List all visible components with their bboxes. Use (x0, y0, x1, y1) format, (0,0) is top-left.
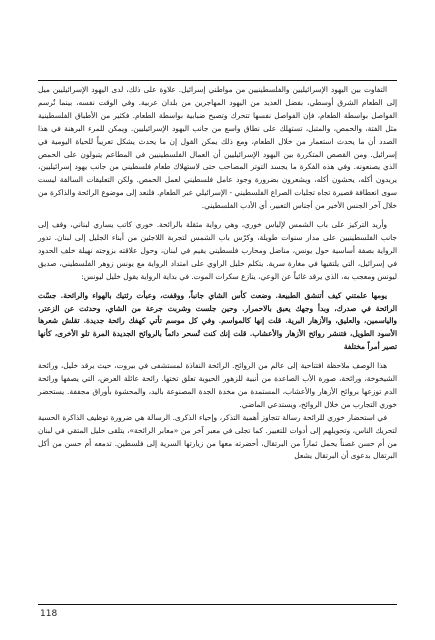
paragraph-gate-of-sun: وأريد التركيز على باب الشمس لإلياس خوري، وهي رواية مثقلة بالرائحة. خوري كاتب يساري لبناني، وقف إلى جانب الفلسطينيين على مدار سنوات طويلة، وكرّس باب الشمس لتجربة اللاجئين من أبناء الجليل إلى لبنان. تدور الرواية بصفة أساسية حول يونس، مناضل ومحارب فلسطيني يقيم في لبنان، وحول علاقته بزوجته نهيلة خلف الحدود في إسرائيل، التي يلتقيها في مغارة سرية. يتكلم خليل الراوي على امتداد الرواية مع يونس زوهر الفلسطيني، صديق ليونس ومعجب به، الذي يرقد غائباً عن الوعي، ينازع سكرات الموت. في بداية الرواية يقول خليل ليونس: (38, 220, 397, 281)
page-number: 118 (40, 609, 58, 619)
bottom-rule (38, 604, 397, 605)
paragraph-smells: هذا الوصف ملاحظة افتتاحية إلى عالم من الروائح. الرائحة النفاذة لمستشفى في بيروت، حيث يرقد خليل، ورائحة الشيخوخة، ورائحة، صورة الأب الصاعدة من أنبية للزهور الحيوية تعلق تختها. رائحة عائلة العرض، التي يصفها ورائحة الدم توزعها بروائح الأزهار والأعشاب، المستمدة من مخدة الجدة المصنوعة باليد، والمحشوة بأوراق مجففة. يستحضر خوري التجارب من خلال الروائح، ويستدعي الماضي. (38, 361, 397, 409)
block-quote: يومها علمتني كيف أتنشق الطبيعة. وضعت كأس الشاي جانباً، ووقفت، وعبأت رئتيك بالهواء والرائحة. جسّت الرائحة في صدرك، وبدأ وجهك يعبق بالاحمرار. وحين جلست وشربت جرعة من الشاي، وحدثت عن الزعتر، والياسمين، والعليق، والأزهار البرية. قلت إنها كالمواسم. وفي كل موسم تأتي كهفك رائحة جديدة. تقلش شعرها الأسود الطويل، فتنشر روائح الأزهار والأعشاب. قلت إنك كنت تُسحر دائماً بالروائح الجديدة المرة تلو الأخرى، كأنها تصير أمراً مختلفة (38, 290, 397, 352)
top-rule (38, 80, 397, 81)
paragraph-food-divisions: التفاوت بين اليهود الإسرائيليين والفلسطينيين من مواطني إسرائيل. علاوة على ذلك، لدى اليهود الإسرائيليين ميل إلى الطعام الشرق أوسطي، بفضل العديد من اليهود المهاجرين من بلدان عربية. وفي الوقت نفسه، بينما تُرسم الفواصل بواسطة الطعام، فإن الفواصل نفسها تتحرك وتصبح ضبابية بواسطة الطعام. فكثير من الأطباق الفلسطينية مثل الفتة، والحمص، والمتبل، تستهلك على نطاق واسع من جانب اليهود الإسرائيليين. ويمكن للمرء البرهنة في هذا الصدد أن ما يحدث استعمار من خلال الطعام، ومع ذلك يمكن القول إن ما يحدث يشكل تعريباً للحياة اليومية في إسرائيل. ومن القصص المتكررة بين اليهود الإسرائيليين أن العمال الفلسطينيين في المطاعم يتبولون على الحمص الذي يصنعونه. وفي هذه الفكرة ما يجسد التوتر المصاحب حتى لاستهلاك طعام فلسطيني من جانب يهود إسرائيليين، يريدون أكله، يحشون أكله، ويشعرون بضرورة وجود عامل فلسطيني لعمل الحمص. ولكن التعليقات السالفة ليست سوى انعطافة قصيرة تجاه تجليات الصراع الفلسطيني - الإسرائيلي عبر الطعام. فلنعد إلى موضوع الرائحة والذاكرة من خلال آخر الجنس الأخير من أجناس التعبير، أي الأدب الفلسطيني. (38, 85, 397, 211)
body-text (38, 84, 397, 463)
paragraph-oranges: في استحضار خوري للرائحة رسالة تتجاوز أهمية التذكر، وإحياء الذكرى. الرسالة هي ضرورة توظيف الذاكرة الحسية لتحريك الناس، وتحويلهم إلى أدوات للتغيير. كما تجلى في معبر آخر من «معابر الرائحة»، يتلقى خليل المتقي في لبنان من أم حسن غصناً يحمل ثماراً من البرتقال، أحضرته معها من زيارتها السرية إلى فلسطين. تدمعه أم حسن من أكل البرتقال بدعوى أن البرتقال يشعل (38, 412, 397, 461)
